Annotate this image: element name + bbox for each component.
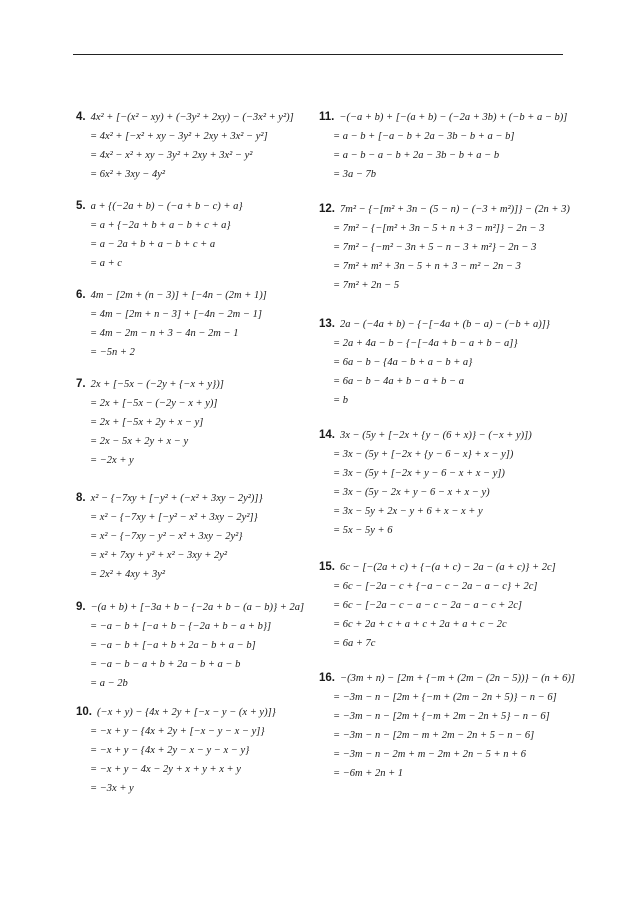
solution-step (319, 372, 579, 391)
solution-step (319, 726, 579, 745)
solution-step (76, 305, 321, 324)
exercise-statement (76, 108, 321, 127)
solution-step (76, 394, 321, 413)
expression-text: 3x − (5y + [−2x + {y − (6 + x)} − (−x + y)]) (340, 430, 532, 441)
expression-text: 7m² − {−[m² + 3n − (5 − n) − (−3 + m²)]} − (2n + 3) (340, 204, 570, 215)
solution-step (76, 432, 321, 451)
exercise-number: 4. (76, 111, 86, 123)
exercise-11 (319, 108, 579, 184)
expression-text: = 3x − (5y + [−2x + y − 6 − x + x − y]) (333, 468, 505, 479)
exercise-7 (76, 375, 321, 470)
exercise-number: 10. (76, 706, 92, 718)
expression-text: = a − 2b (90, 678, 128, 689)
solution-step (76, 127, 321, 146)
exercise-statement (319, 558, 579, 577)
exercise-number: 7. (76, 378, 86, 390)
expression-text: = 2x + [−5x − (−2y − x + y)] (90, 398, 218, 409)
expression-text: = 2x − 5x + 2y + x − y (90, 436, 189, 447)
solution-step (76, 254, 321, 273)
solution-step (76, 565, 321, 584)
solution-step (76, 343, 321, 362)
solution-step (319, 521, 579, 540)
expression-text: = 6c − [−2a − c − a − c − 2a − a − c + 2c] (333, 600, 522, 611)
exercise-number: 15. (319, 561, 335, 573)
solution-step (319, 615, 579, 634)
expression-text: 2x + [−5x − (−2y + {−x + y})] (90, 379, 224, 390)
exercise-number: 13. (319, 318, 335, 330)
expression-text: = 7m² + 2n − 5 (333, 280, 400, 291)
solution-step (319, 334, 579, 353)
solution-step (319, 391, 579, 410)
solution-step (319, 634, 579, 653)
expression-text: = 7m² − {−m² − 3n + 5 − n − 3 + m²} − 2n − 3 (333, 242, 537, 253)
header-rule (73, 54, 563, 55)
solution-step (319, 127, 579, 146)
expression-text: (−x + y) − {4x + 2y + [−x − y − (x + y)]} (97, 707, 276, 718)
expression-text: = a − b + [−a − b + 2a − 3b − b + a − b] (333, 131, 515, 142)
expression-text: = −3m − n − 2m + m − 2m + 2n − 5 + n + 6 (333, 749, 527, 760)
exercise-statement (76, 286, 321, 305)
expression-text: = 6a − b − 4a + b − a + b − a (333, 376, 464, 387)
right-column (319, 94, 579, 783)
left-column (76, 94, 321, 798)
expression-text: = −a − b + [−a + b − {−2a + b − a + b}] (90, 621, 272, 632)
solution-step (319, 764, 579, 783)
solution-step (76, 674, 321, 693)
expression-text: = −a − b + [−a + b + 2a − b + a − b] (90, 640, 256, 651)
expression-text: = −2x + y (90, 455, 134, 466)
exercise-number: 12. (319, 203, 335, 215)
expression-text: 6c − [−(2a + c) + {−(a + c) − 2a − (a + c)} + 2c] (340, 562, 556, 573)
expression-text: = 3a − 7b (333, 169, 377, 180)
solution-step (319, 745, 579, 764)
expression-text: = 6c + 2a + c + a + c + 2a + a + c − 2c (333, 619, 507, 630)
expression-text: = x² + 7xy + y² + x² − 3xy + 2y² (90, 550, 228, 561)
solution-step (76, 655, 321, 674)
exercise-16 (319, 669, 579, 783)
exercise-14 (319, 426, 579, 540)
expression-text: = −a − b − a + b + 2a − b + a − b (90, 659, 241, 670)
expression-text: = 4m − [2m + n − 3] + [−4n − 2m − 1] (90, 309, 262, 320)
solution-step (76, 636, 321, 655)
solution-step (76, 527, 321, 546)
expression-text: a + {(−2a + b) − (−a + b − c) + a} (90, 201, 243, 212)
exercise-number: 5. (76, 200, 86, 212)
exercise-number: 8. (76, 492, 86, 504)
expression-text: = 5x − 5y + 6 (333, 525, 393, 536)
solution-step (76, 741, 321, 760)
expression-text: = a − b − a − b + 2a − 3b − b + a − b (333, 150, 500, 161)
expression-text: = a + c (90, 258, 122, 269)
solution-step (319, 464, 579, 483)
solution-step (76, 165, 321, 184)
expression-text: = 7m² − {−[m² + 3n − 5 + n + 3 − m²]} − 2n − 3 (333, 223, 545, 234)
solution-step (319, 219, 579, 238)
exercise-13 (319, 315, 579, 410)
expression-text: −(a + b) + [−3a + b − {−2a + b − (a − b)} + 2a] (90, 602, 305, 613)
exercise-statement (76, 375, 321, 394)
exercise-statement (76, 598, 321, 617)
solution-step (319, 502, 579, 521)
expression-text: 4m − [2m + (n − 3)] + [−4n − (2m + 1)] (90, 290, 267, 301)
exercise-statement (76, 489, 321, 508)
expression-text: = 6x² + 3xy − 4y² (90, 169, 166, 180)
expression-text: = −3m − n − [2m − m + 2m − 2n + 5 − n − 6] (333, 730, 535, 741)
solution-step (76, 722, 321, 741)
expression-text: = b (333, 395, 348, 406)
exercise-6 (76, 286, 321, 362)
expression-text: = 6c − [−2a − c + {−a − c − 2a − a − c} + 2c] (333, 581, 538, 592)
expression-text: −(3m + n) − [2m + {−m + (2m − (2n − 5))} − (n + 6)] (340, 673, 575, 684)
solution-step (319, 596, 579, 615)
exercise-number: 14. (319, 429, 335, 441)
expression-text: = 6a − b − {4a − b + a − b + a} (333, 357, 473, 368)
expression-text: = 7m² + m² + 3n − 5 + n + 3 − m² − 2n − 3 (333, 261, 521, 272)
expression-text: = 3x − (5y + [−2x + {y − 6 − x} + x − y]) (333, 449, 514, 460)
exercise-statement (76, 197, 321, 216)
expression-text: = 4x² − x² + xy − 3y² + 2xy + 3x² − y² (90, 150, 253, 161)
expression-text: = x² − {−7xy − y² − x² + 3xy − 2y²} (90, 531, 243, 542)
solution-step (76, 617, 321, 636)
exercise-statement (76, 703, 321, 722)
solution-step (319, 577, 579, 596)
solution-step (319, 257, 579, 276)
expression-text: = −5n + 2 (90, 347, 135, 358)
expression-text: = 2x² + 4xy + 3y² (90, 569, 166, 580)
solution-step (319, 707, 579, 726)
expression-text: = −6m + 2n + 1 (333, 768, 404, 779)
expression-text: = 6a + 7c (333, 638, 376, 649)
expression-text: 4x² + [−(x² − xy) + (−3y² + 2xy) − (−3x² + y²)] (90, 112, 294, 123)
exercise-15 (319, 558, 579, 653)
exercise-number: 9. (76, 601, 86, 613)
expression-text: 2a − (−4a + b) − {−[−4a + (b − a) − (−b + a)]} (340, 319, 550, 330)
solution-step (319, 353, 579, 372)
solution-step (319, 276, 579, 295)
expression-text: = a + {−2a + b + a − b + c + a} (90, 220, 231, 231)
expression-text: = −x + y − {4x + 2y + [−x − y − x − y]} (90, 726, 265, 737)
solution-step (76, 779, 321, 798)
exercise-10 (76, 703, 321, 798)
expression-text: −(−a + b) + [−(a + b) − (−2a + 3b) + (−b + a − b)] (339, 112, 568, 123)
solution-step (76, 324, 321, 343)
exercise-5 (76, 197, 321, 273)
solution-step (76, 508, 321, 527)
exercise-9 (76, 598, 321, 693)
solution-step (319, 483, 579, 502)
expression-text: = 3x − (5y − 2x + y − 6 − x + x − y) (333, 487, 490, 498)
exercise-statement (319, 200, 579, 219)
expression-text: = a − 2a + b + a − b + c + a (90, 239, 216, 250)
expression-text: x² − {−7xy + [−y² + (−x² + 3xy − 2y²)]} (90, 493, 263, 504)
expression-text: = −3m − n − [2m + {−m + (2m − 2n + 5)} − n − 6] (333, 692, 557, 703)
expression-text: = −x + y − {4x + 2y − x − y − x − y} (90, 745, 250, 756)
exercise-number: 6. (76, 289, 86, 301)
expression-text: = 4x² + [−x² + xy − 3y² + 2xy + 3x² − y²] (90, 131, 268, 142)
exercise-statement (319, 426, 579, 445)
expression-text: = −3x + y (90, 783, 134, 794)
expression-text: = −3m − n − [2m + {−m + 2m − 2n + 5} − n − 6] (333, 711, 550, 722)
exercise-4 (76, 108, 321, 184)
expression-text: = 3x − 5y + 2x − y + 6 + x − x + y (333, 506, 483, 517)
expression-text: = 4m − 2m − n + 3 − 4n − 2m − 1 (90, 328, 239, 339)
expression-text: = 2a + 4a − b − {−[−4a + b − a + b − a]} (333, 338, 518, 349)
exercise-number: 11. (319, 111, 335, 123)
solution-step (76, 760, 321, 779)
solution-step (319, 238, 579, 257)
exercise-statement (319, 108, 579, 127)
solution-step (76, 235, 321, 254)
exercise-statement (319, 315, 579, 334)
solution-step (319, 146, 579, 165)
expression-text: = −x + y − 4x − 2y + x + y + x + y (90, 764, 241, 775)
expression-text: = 2x + [−5x + 2y + x − y] (90, 417, 204, 428)
solution-step (319, 445, 579, 464)
solution-step (319, 688, 579, 707)
expression-text: = x² − {−7xy + [−y² − x² + 3xy − 2y²]} (90, 512, 258, 523)
exercise-8 (76, 489, 321, 584)
exercise-number: 16. (319, 672, 335, 684)
solution-step (76, 216, 321, 235)
solution-step (76, 413, 321, 432)
solution-step (319, 165, 579, 184)
solution-step (76, 451, 321, 470)
solution-step (76, 146, 321, 165)
solution-step (76, 546, 321, 565)
exercise-12 (319, 200, 579, 295)
exercise-statement (319, 669, 579, 688)
